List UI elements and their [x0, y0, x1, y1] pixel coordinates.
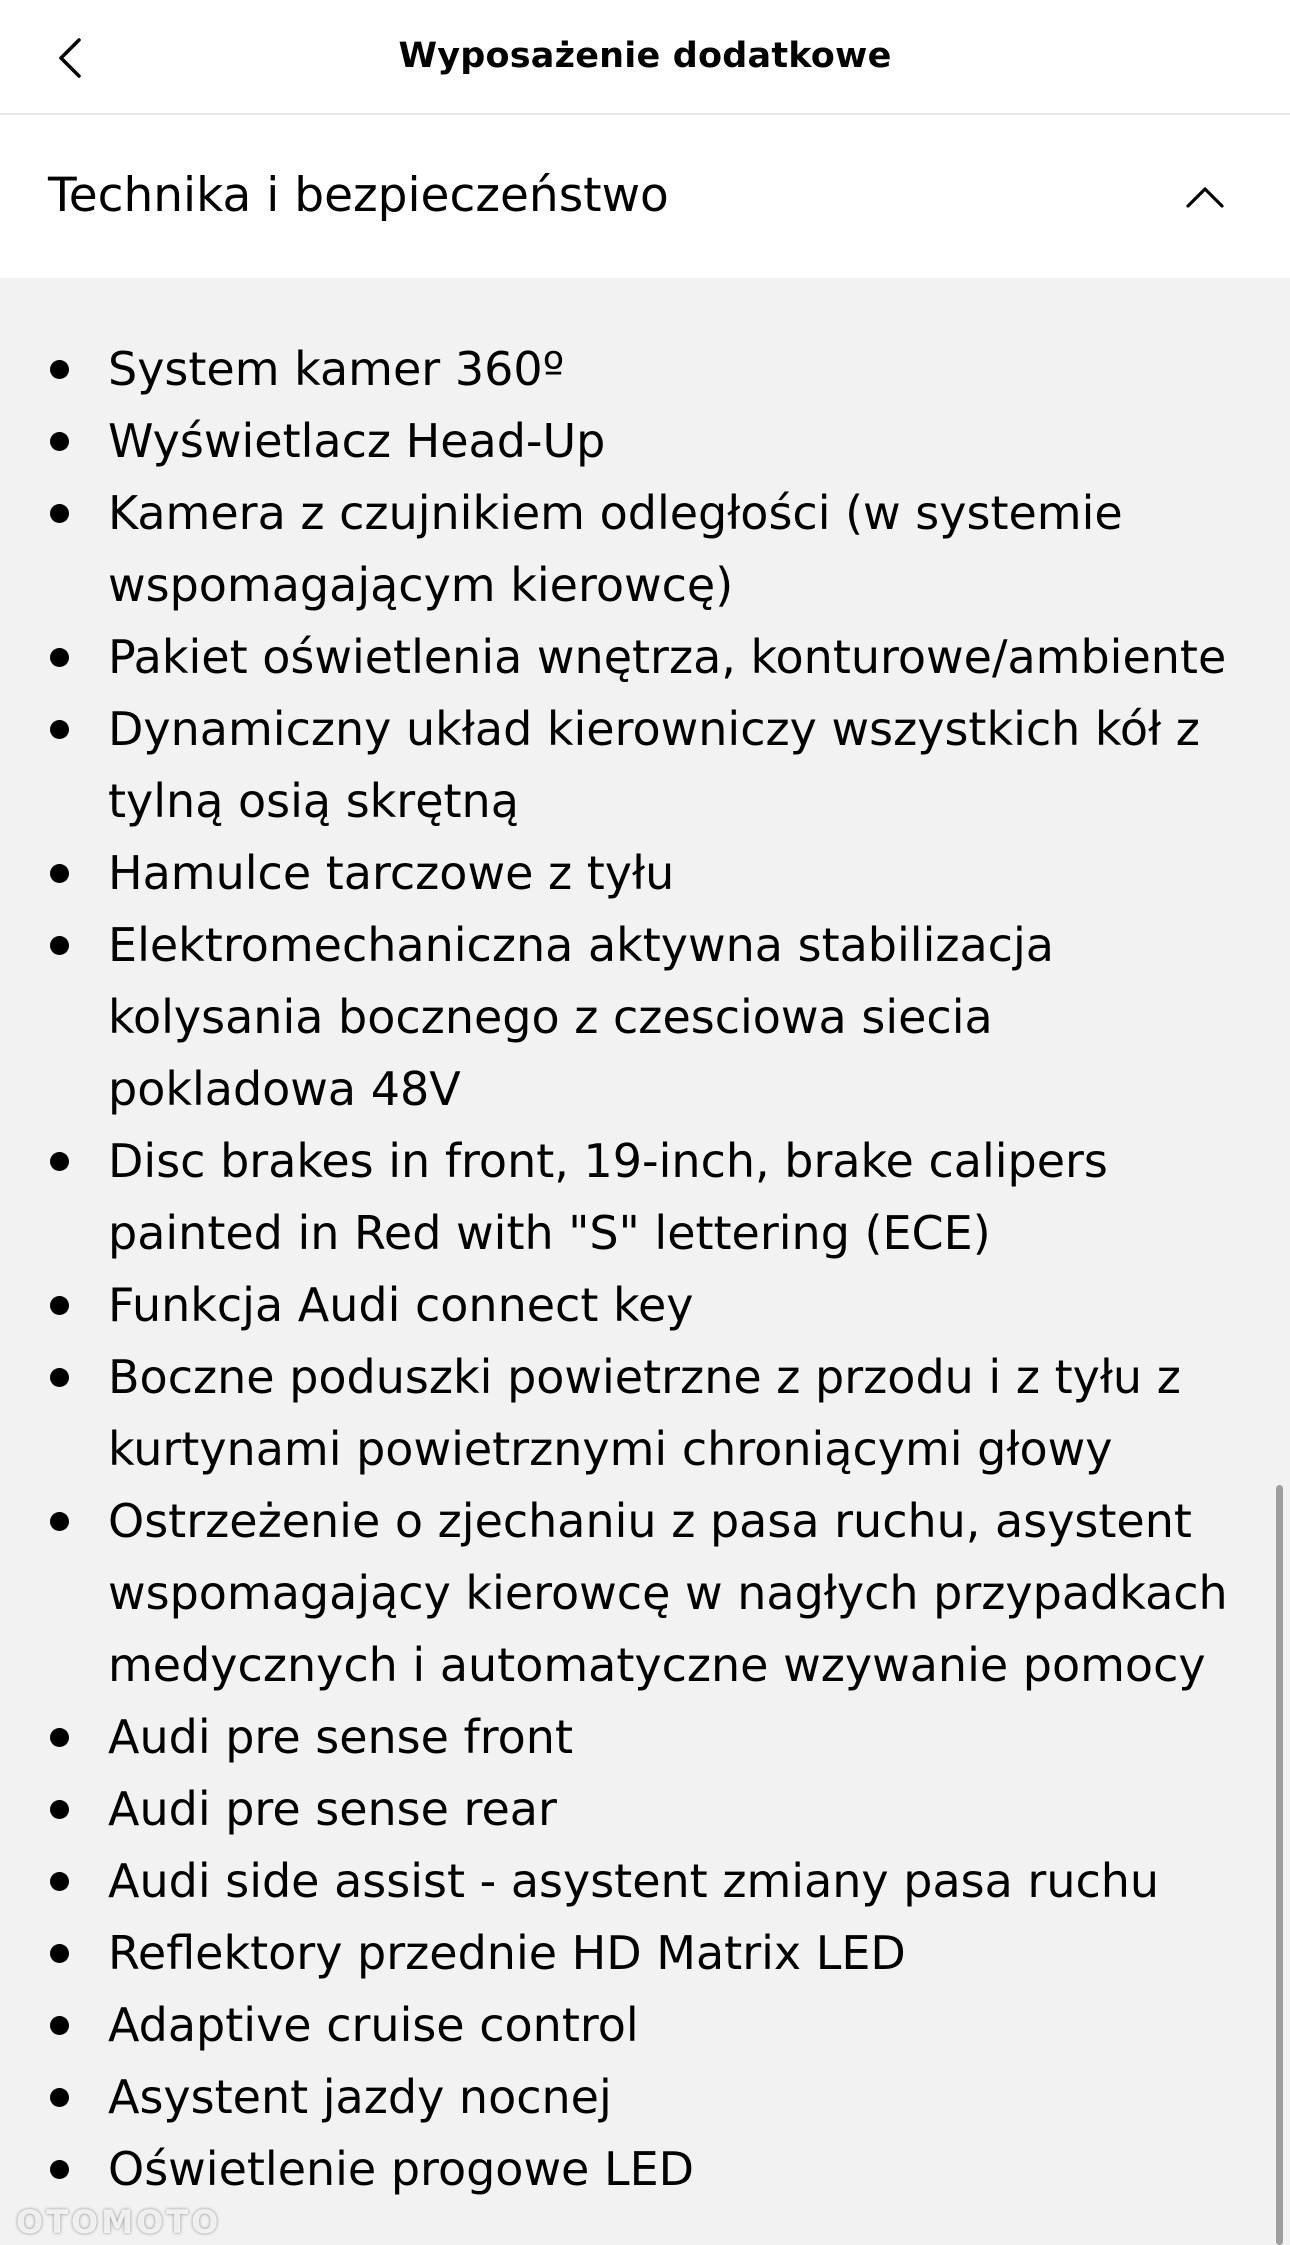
bullet-icon — [50, 1368, 69, 1387]
bullet-icon — [50, 432, 69, 451]
chevron-up-icon — [1180, 171, 1230, 221]
list-item-text: System kamer 360º — [108, 342, 565, 396]
list-item-text: Kamera z czujnikiem odległości (w systemie wspomagającym kierowcę) — [108, 486, 1123, 612]
list-item — [0, 1701, 1270, 1773]
list-item — [0, 405, 1270, 477]
list-item-text: Audi side assist - asystent zmiany pasa ruchu — [108, 1854, 1160, 1908]
list-item — [0, 621, 1270, 693]
equipment-list — [0, 333, 1270, 2205]
bullet-icon — [50, 2016, 69, 2035]
bullet-icon — [50, 1512, 69, 1531]
page-title: Wyposażenie dodatkowe — [398, 36, 892, 76]
list-item-text: Elektromechaniczna aktywna stabilizacja kolysania bocznego z czesciowa siecia pokladowa 48V — [108, 918, 1054, 1116]
bullet-icon — [50, 648, 69, 667]
bullet-icon — [50, 2088, 69, 2107]
bullet-icon — [50, 1944, 69, 1963]
list-item-text: Oświetlenie progowe LED — [108, 2142, 695, 2196]
top-bar — [0, 0, 1290, 115]
list-item — [0, 837, 1270, 909]
list-item — [0, 1341, 1270, 1485]
list-item — [0, 1845, 1270, 1917]
list-item — [0, 477, 1270, 621]
list-item-text: Audi pre sense rear — [108, 1782, 557, 1836]
list-item-text: Asystent jazdy nocnej — [108, 2070, 612, 2124]
bullet-icon — [50, 504, 69, 523]
list-item — [0, 1269, 1270, 1341]
list-item — [0, 2061, 1270, 2133]
bullet-icon — [50, 1872, 69, 1891]
bullet-icon — [50, 2160, 69, 2179]
bullet-icon — [50, 1728, 69, 1747]
list-item-text: Audi pre sense front — [108, 1710, 573, 1764]
list-item-text: Disc brakes in front, 19-inch, brake calipers painted in Red with "S" lettering (ECE) — [108, 1134, 1108, 1260]
list-item-text: Adaptive cruise control — [108, 1998, 639, 2052]
bullet-icon — [50, 864, 69, 883]
watermark-logo: OTOMOTO — [16, 2203, 222, 2241]
list-item-text: Hamulce tarczowe z tyłu — [108, 846, 675, 900]
list-item — [0, 1485, 1270, 1701]
scrollbar[interactable] — [1276, 1485, 1283, 2245]
bullet-icon — [50, 1152, 69, 1171]
list-item — [0, 1917, 1270, 1989]
list-item — [0, 1773, 1270, 1845]
list-item-text: Pakiet oświetlenia wnętrza, konturowe/ambiente — [108, 630, 1227, 684]
bullet-icon — [50, 720, 69, 739]
list-item-text: Reflektory przednie HD Matrix LED — [108, 1926, 906, 1980]
list-item-text: Wyświetlacz Head-Up — [108, 414, 606, 468]
list-item — [0, 1125, 1270, 1269]
list-item-text: Ostrzeżenie o zjechaniu z pasa ruchu, asystent wspomagający kierowcę w nagłych przypadkach medycznych i automatyczne wzywanie pomocy — [108, 1494, 1228, 1692]
list-item — [0, 2133, 1270, 2205]
list-item — [0, 693, 1270, 837]
list-item-text: Funkcja Audi connect key — [108, 1278, 694, 1332]
list-item — [0, 333, 1270, 405]
list-item — [0, 909, 1270, 1125]
list-item-text: Boczne poduszki powietrzne z przodu i z tyłu z kurtynami powietrznymi chroniącymi głowy — [108, 1350, 1181, 1476]
bullet-icon — [50, 1296, 69, 1315]
bullet-icon — [50, 936, 69, 955]
section-toggle[interactable] — [0, 115, 1290, 278]
section-title: Technika i bezpieczeństwo — [48, 168, 669, 223]
bullet-icon — [50, 360, 69, 379]
list-item — [0, 1989, 1270, 2061]
list-item-text: Dynamiczny układ kierowniczy wszystkich kół z tylną osią skrętną — [108, 702, 1200, 828]
bullet-icon — [50, 1800, 69, 1819]
